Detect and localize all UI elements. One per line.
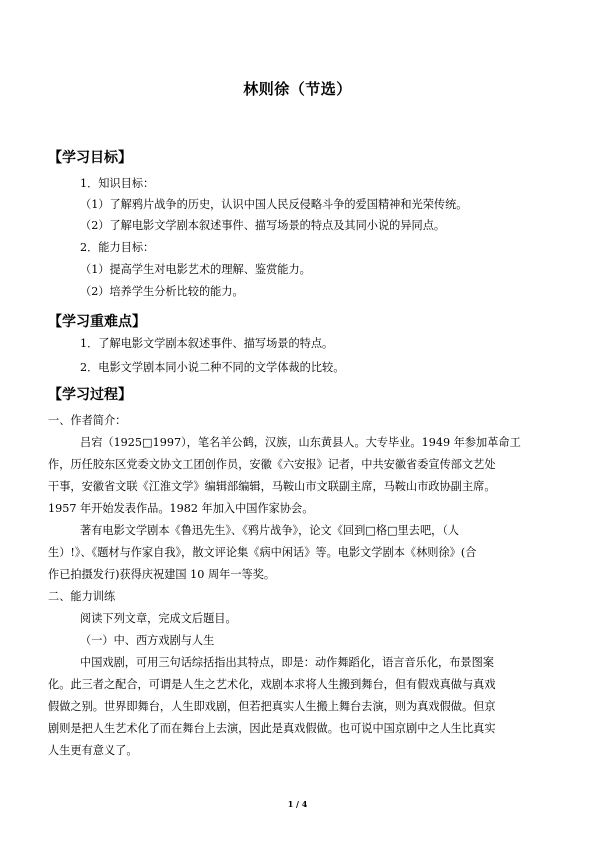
article-text-line-4: 剧则是把人生艺术化了而在舞台上去演，因此是真戏假做。也可说中国京剧中之人生比真实 [48, 722, 496, 735]
author-paragraph-1-line-3: 干事，安徽省文联《江淮文学》编辑部编辑，马鞍山市文联副主席，马鞍山市政协副主席。 [48, 480, 496, 493]
article-text-line-5: 人生更有意义了。 [48, 744, 138, 757]
knowledge-goal-1: （1）了解鸦片战争的历史，认识中国人民反侵略斗争的爱国精神和光荣传统。 [80, 198, 468, 211]
reading-instruction: 阅读下列文章，完成文后题目。 [80, 612, 237, 625]
key-point-1: 1．了解电影文学剧本叙述事件、描写场景的特点。 [80, 337, 334, 350]
article-text-line-3: 假做之别。世界即舞台，人生即戏剧，但若把真实人生搬上舞台去演，则为真戏假做。但京 [48, 700, 496, 713]
author-intro-heading: 一、作者简介： [48, 414, 127, 427]
ability-goal-heading: 2．能力目标： [80, 241, 155, 254]
ability-goal-2: （2）培养学生分析比较的能力。 [80, 285, 244, 298]
knowledge-goal-heading: 1．知识目标： [80, 177, 155, 190]
section-heading-goals: 【学习目标】 [48, 150, 132, 166]
author-paragraph-2-line-3: 作已拍摄发行)获得庆祝建国 10 周年一等奖。 [48, 568, 276, 581]
article-text-line-1: 中国戏剧，可用三句话综括指出其特点，即是：动作舞蹈化，语言音乐化，布景图案 [80, 656, 494, 669]
section-heading-key-points: 【学习重难点】 [48, 314, 146, 330]
author-paragraph-2-line-1: 著有电影文学剧本《鲁迅先生》、《鸦片战争》，论文《回到□格□里去吧，（人 [80, 524, 460, 537]
section-heading-process: 【学习过程】 [48, 387, 132, 403]
knowledge-goal-2: （2）了解电影文学剧本叙述事件、描写场景的特点及其同小说的异同点。 [80, 219, 446, 232]
page-number: 1 / 4 [287, 799, 308, 809]
author-paragraph-1-line-4: 1957 年开始发表作品。1982 年加入中国作家协会。 [48, 502, 314, 515]
author-paragraph-1-line-1: 吕宕（1925□1997），笔名羊公鹤，汉族，山东黄县人。大专毕业。1949 年参加革命工 [80, 436, 521, 449]
key-point-2: 2．电影文学剧本同小说二种不同的文学体裁的比较。 [80, 361, 345, 374]
article-subtitle: （一）中、西方戏剧与人生 [80, 634, 215, 647]
author-paragraph-2-line-2: 生）!》、《题材与作家自我》，散文评论集《病中闲话》等。电影文学剧本《林则徐》(合 [48, 546, 477, 559]
ability-goal-1: （1）提高学生对电影艺术的理解、鉴赏能力。 [80, 263, 311, 276]
page-title: 林则徐（节选） [243, 80, 352, 98]
article-text-line-2: 化。此三者之配合，可谓是人生之艺术化，戏剧本求将人生搬到舞台，但有假戏真做与真戏 [48, 678, 496, 691]
author-paragraph-1-line-2: 作，历任胶东区党委文协文工团创作员，安徽《六安报》记者，中共安徽省委宣传部文艺处 [48, 458, 496, 471]
ability-training-heading: 二、能力训练 [48, 590, 116, 603]
